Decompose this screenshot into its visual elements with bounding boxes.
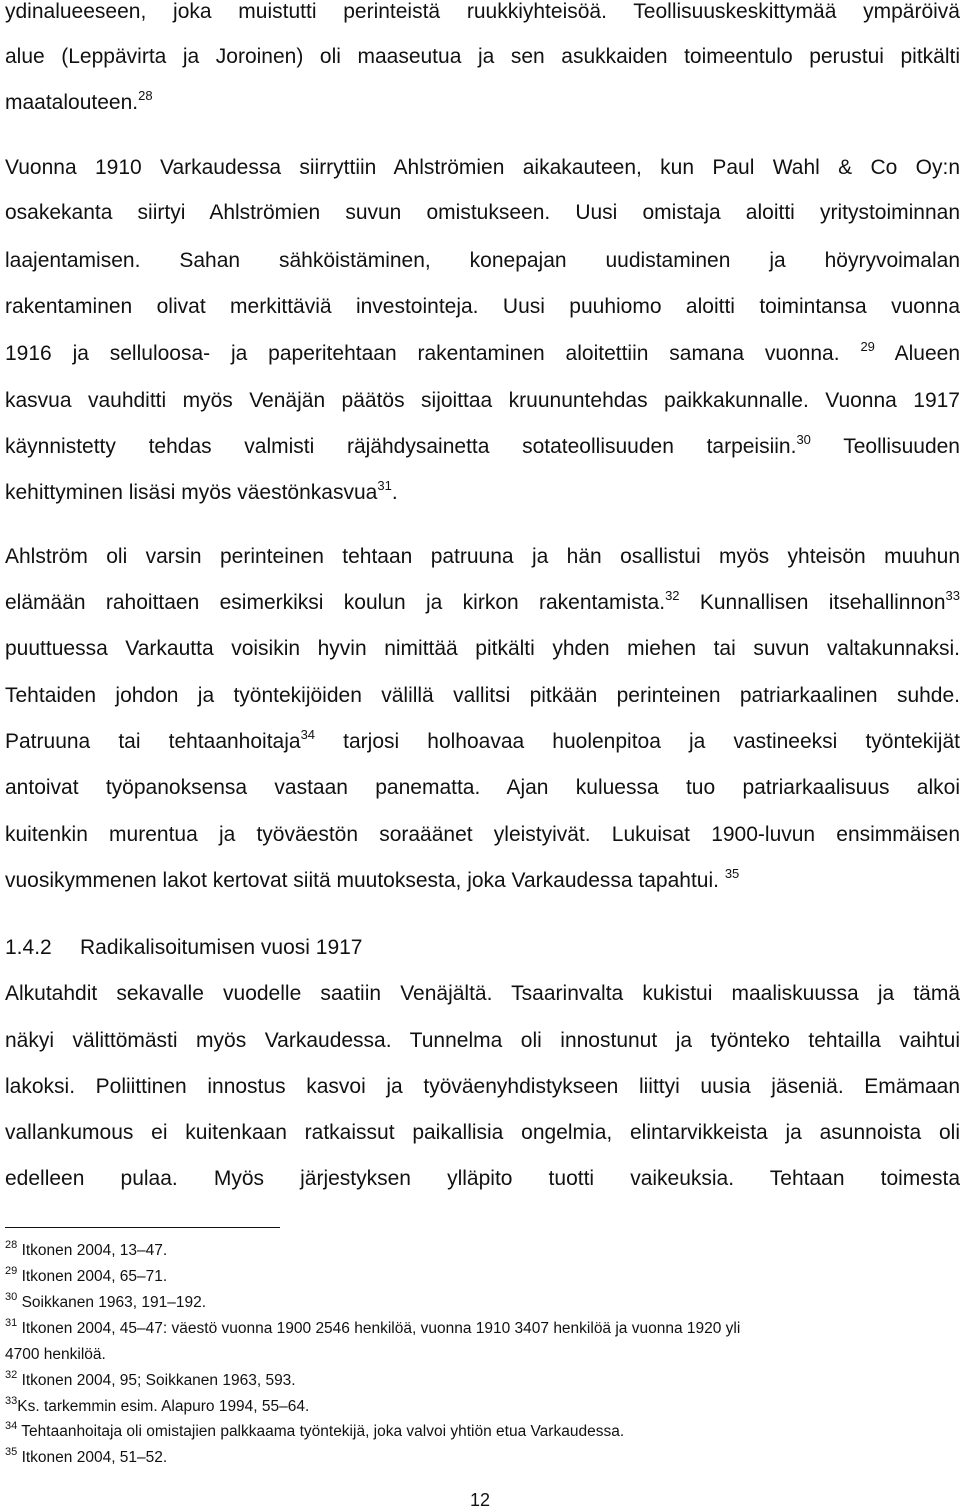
footnote-number: 29	[5, 1265, 18, 1277]
footnote-text: Itkonen 2004, 95; Soikkanen 1963, 593.	[21, 1372, 296, 1389]
section-heading	[5, 936, 960, 960]
footnote-ref[interactable]: 34	[300, 727, 316, 742]
footnote-number: 32	[5, 1369, 18, 1381]
footnote-number: 34	[5, 1420, 18, 1432]
footnote	[5, 1265, 960, 1286]
footnote-ref[interactable]: 30	[796, 432, 811, 447]
footnote-number: 33	[5, 1395, 18, 1407]
footnote	[5, 1369, 960, 1390]
body-text: 1916 ja selluloosa- ja paperitehtaan rakentaminen aloitettiin samana vuonna.	[5, 342, 840, 365]
body-line: antoivat työpanoksensa vastaan panematta. Ajan kuluessa tuo patriarkaalisuus alkoi	[5, 776, 960, 799]
section-number: 1.4.2	[5, 936, 52, 959]
footnote	[5, 1239, 960, 1260]
body-line: osakekanta siirtyi Ahlströmien suvun omistukseen. Uusi omistaja aloitti yritystoiminnan	[5, 201, 960, 224]
footnote-text: Itkonen 2004, 13–47.	[21, 1242, 168, 1259]
footnote	[5, 1291, 960, 1312]
body-text: Teollisuuden	[843, 435, 960, 458]
body-text: maatalouteen.	[5, 91, 139, 114]
body-line	[5, 88, 960, 115]
footnote-ref[interactable]: 31	[377, 478, 392, 493]
footnote-number: 31	[5, 1317, 18, 1329]
footnote-text: Tehtaanhoitaja oli omistajien palkkaama työntekijä, joka valvoi yhtiön etua Varkaudessa.	[21, 1423, 625, 1440]
footnote-ref[interactable]: 35	[724, 866, 740, 881]
footnote-continuation: 4700 henkilöä.	[5, 1346, 106, 1363]
footnote	[5, 1446, 960, 1467]
body-line: vallankumous ei kuitenkaan ratkaissut paikallisia ongelmia, elintarvikkeista ja asunnoista oli	[5, 1121, 960, 1144]
body-line: ydinalueeseen, joka muistutti perinteistä ruukkiyhteisöä. Teollisuuskeskittymää ympäröivä	[5, 0, 960, 23]
body-line	[5, 478, 960, 505]
body-line: edelleen pulaa. Myös järjestyksen ylläpito tuotti vaikeuksia. Tehtaan toimesta	[5, 1167, 960, 1190]
footnote-text: Ks. tarkemmin esim. Alapuro 1994, 55–64.	[17, 1398, 310, 1415]
body-line	[5, 432, 960, 459]
body-line: puuttuessa Varkautta voisikin hyvin nimittää pitkälti yhden miehen tai suvun valtakunnaksi.	[5, 637, 960, 660]
footnote-number: 28	[5, 1239, 18, 1251]
body-text: .	[391, 481, 398, 504]
body-line: näkyi välittömästi myös Varkaudessa. Tunnelma oli innostunut ja työnteko tehtailla vaihtui	[5, 1029, 960, 1052]
footnote	[5, 1317, 960, 1338]
body-line: rakentaminen olivat merkittäviä investointeja. Uusi puuhiomo aloitti toimintansa vuonna	[5, 295, 960, 318]
body-line: Tehtaiden johdon ja työntekijöiden välillä vallitsi pitkään perinteinen patriarkaalinen suhde.	[5, 684, 960, 707]
body-line: Ahlström oli varsin perinteinen tehtaan patruuna ja hän osallistui myös yhteisön muuhun	[5, 545, 960, 568]
footnote	[5, 1420, 960, 1441]
footnote-ref[interactable]: 32	[665, 588, 680, 603]
body-text: elämään rahoittaen esimerkiksi koulun ja kirkon rakentamista.	[5, 591, 666, 614]
body-text: kehittyminen lisäsi myös väestönkasvua	[5, 481, 378, 504]
footnote-number: 35	[5, 1446, 18, 1458]
body-line: kasvua vauhditti myös Venäjän päätös sijoittaa kruununtehdas paikkakunnalle. Vuonna 1917	[5, 389, 960, 412]
footnote-text: Itkonen 2004, 65–71.	[21, 1268, 168, 1285]
body-text: Patruuna tai tehtaanhoitaja	[5, 730, 301, 753]
body-text: Alueen	[894, 342, 960, 365]
body-line	[5, 866, 960, 893]
body-line	[5, 339, 960, 366]
body-text: tarjosi holhoavaa huolenpitoa ja vastineeksi työntekijät	[343, 730, 960, 753]
page-number: 12	[469, 1490, 491, 1510]
body-line: kuitenkin murentua ja työväestön soraäänet yleistyivät. Lukuisat 1900-luvun ensimmäisen	[5, 823, 960, 846]
footnote-number: 30	[5, 1291, 18, 1303]
body-line: alue (Leppävirta ja Joroinen) oli maaseutua ja sen asukkaiden toimeentulo perustui pitkälti	[5, 45, 960, 68]
footnote-text: Itkonen 2004, 45–47: väestö vuonna 1900 2546 henkilöä, vuonna 1910 3407 henkilöä ja vuonna 1920 yli	[21, 1320, 741, 1337]
section-title: Radikalisoitumisen vuosi 1917	[80, 936, 363, 959]
footnote-ref[interactable]: 28	[138, 88, 153, 103]
body-text: käynnistetty tehdas valmisti räjähdysainetta sotateollisuuden tarpeisiin.	[5, 435, 797, 458]
body-line: Vuonna 1910 Varkaudessa siirryttiin Ahlströmien aikakauteen, kun Paul Wahl & Co Oy:n	[5, 156, 960, 179]
body-line: laajentamisen. Sahan sähköistäminen, konepajan uudistaminen ja höyryvoimalan	[5, 249, 960, 272]
footnote-text: Itkonen 2004, 51–52.	[21, 1449, 168, 1466]
body-line: Alkutahdit sekavalle vuodelle saatiin Venäjältä. Tsaarinvalta kukistui maaliskuussa ja tämä	[5, 982, 960, 1005]
footnote-text: Soikkanen 1963, 191–192.	[21, 1294, 206, 1311]
body-text: Kunnallisen itsehallinnon	[699, 591, 946, 614]
footnote-ref[interactable]: 29	[860, 339, 875, 354]
footnote-separator	[5, 1227, 280, 1228]
body-text: vuosikymmenen lakot kertovat siitä muutoksesta, joka Varkaudessa tapahtui.	[5, 869, 719, 892]
body-line	[5, 588, 960, 615]
footnote-ref[interactable]: 33	[945, 588, 960, 603]
body-line: lakoksi. Poliittinen innostus kasvoi ja työväenyhdistykseen liittyi uusia jäseniä. Emämaan	[5, 1075, 960, 1098]
footnote	[5, 1395, 960, 1416]
body-line	[5, 727, 960, 754]
